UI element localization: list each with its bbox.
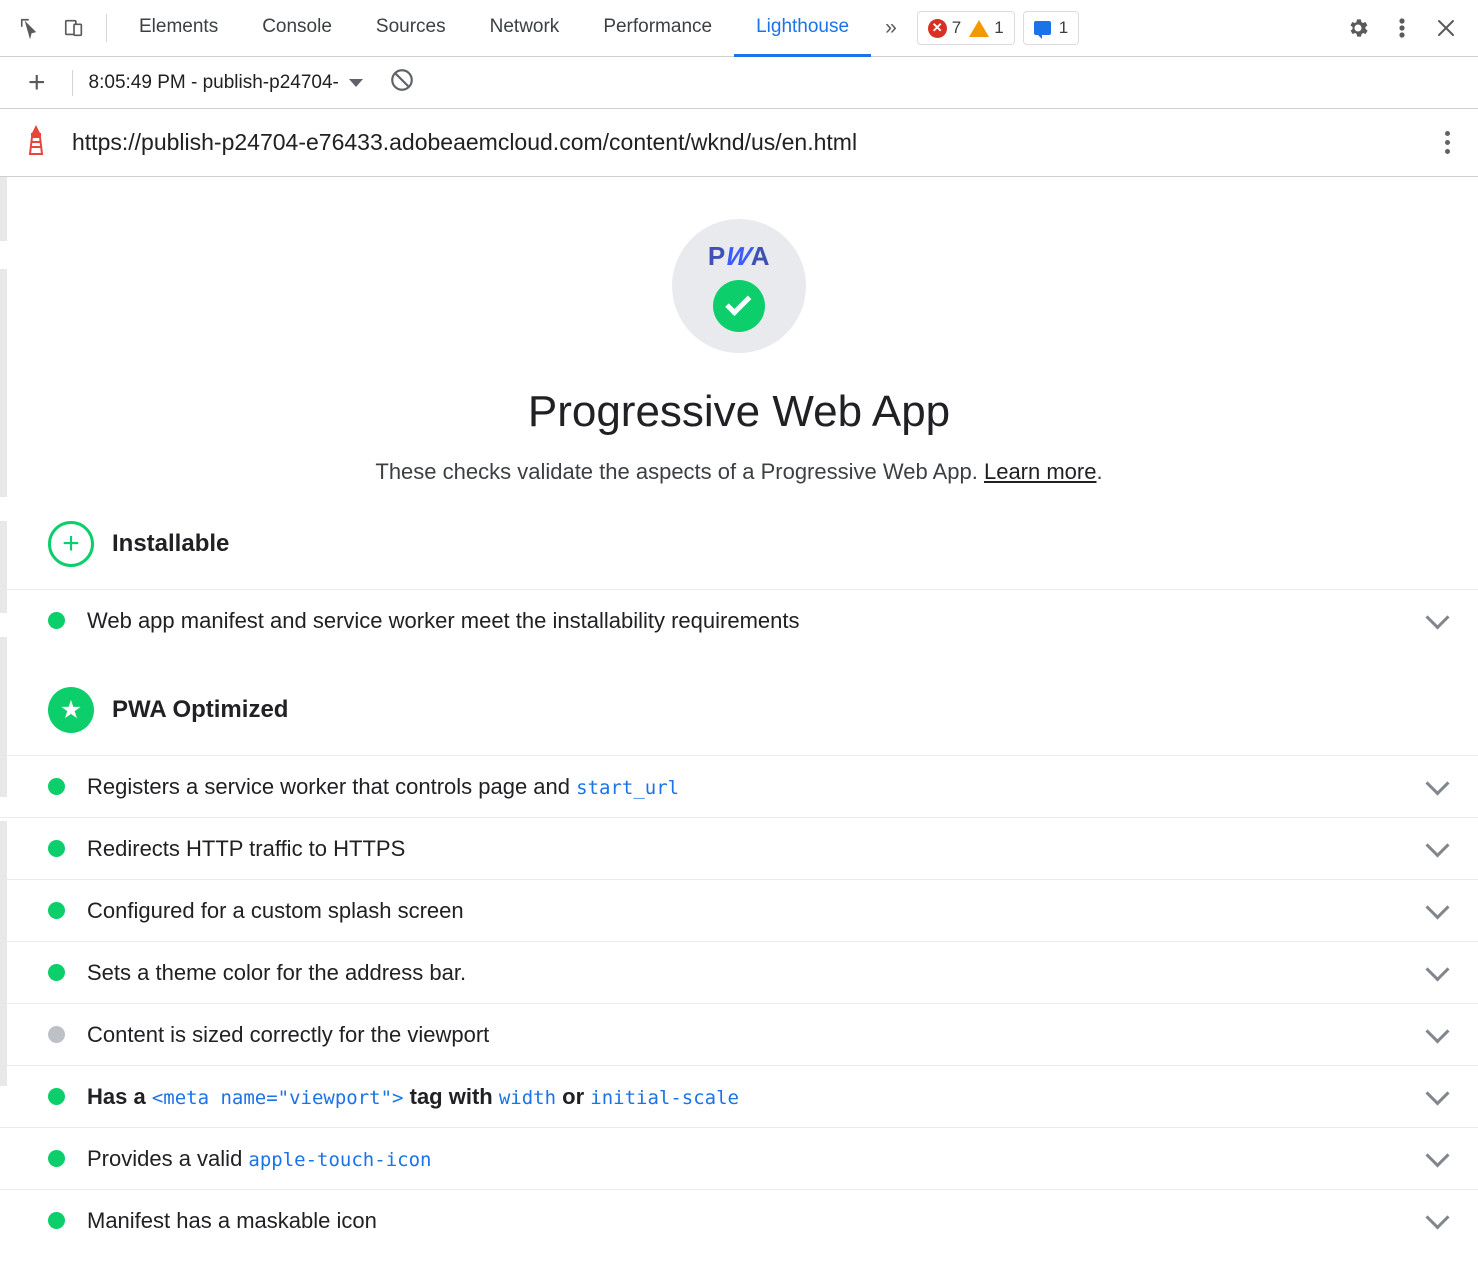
audit-code: apple-touch-icon — [248, 1148, 432, 1171]
tab-label: Network — [489, 15, 560, 37]
audit-list-pwa-optimized — [0, 755, 1478, 1251]
learn-more-link[interactable]: Learn more — [983, 459, 1097, 484]
report-select-value: 8:05:49 PM - publish-p24704- — [88, 71, 339, 93]
issue-counters[interactable] — [917, 11, 1015, 45]
status-dot-pass — [48, 902, 65, 919]
messages-counter[interactable] — [1023, 11, 1079, 45]
lighthouse-report — [0, 177, 1478, 1282]
warning-icon — [969, 20, 989, 37]
plus-circle-icon: + — [48, 521, 94, 567]
run-bar-divider — [72, 70, 73, 96]
toolbar-right-group — [1336, 6, 1478, 50]
tab-label: Sources — [375, 15, 446, 37]
audit-title: Configured for a custom splash screen — [87, 897, 464, 923]
report-select[interactable] — [89, 72, 363, 94]
page-subtitle — [0, 459, 1478, 485]
section-title: Installable — [112, 530, 230, 557]
device-toolbar-icon[interactable] — [52, 6, 96, 50]
inspect-icon[interactable] — [8, 6, 52, 50]
new-report-button[interactable] — [18, 65, 56, 99]
pwa-logo: P W A — [707, 241, 771, 271]
audit-row[interactable] — [0, 755, 1478, 817]
error-count: 7 — [951, 18, 962, 37]
more-tabs-label: » — [885, 16, 897, 39]
new-report-label: + — [28, 65, 46, 99]
chevron-down-icon[interactable] — [1425, 833, 1449, 857]
message-icon — [1034, 21, 1051, 35]
status-dot-pass — [48, 778, 65, 795]
chevron-down-icon[interactable] — [1425, 1019, 1449, 1043]
page-title: Progressive Web App — [527, 387, 951, 436]
audit-title: Content is sized correctly for the viewport — [87, 1021, 490, 1047]
chevron-down-icon[interactable] — [1425, 957, 1449, 981]
audit-title-text: tag with — [403, 1083, 499, 1109]
audit-code: start_url — [576, 776, 680, 799]
devtools-toolbar — [0, 0, 1478, 57]
audit-title: Web app manifest and service worker meet the installability requirements — [87, 607, 800, 633]
report-url-bar — [0, 109, 1478, 177]
audit-title: Redirects HTTP traffic to HTTPS — [87, 835, 406, 861]
audit-row[interactable] — [0, 879, 1478, 941]
audit-title-text: Has a — [87, 1083, 152, 1109]
audit-row[interactable] — [0, 1065, 1478, 1127]
chevron-down-icon — [349, 79, 363, 87]
audit-row[interactable] — [0, 941, 1478, 1003]
tab-console[interactable] — [240, 0, 354, 57]
subtitle-suffix: . — [1096, 459, 1103, 484]
audit-code: initial-scale — [590, 1086, 739, 1109]
audit-title: Sets a theme color for the address bar. — [87, 959, 467, 985]
rail-segment — [0, 521, 7, 613]
audit-row[interactable] — [0, 817, 1478, 879]
lighthouse-run-bar — [0, 57, 1478, 109]
clear-reports-button[interactable] — [389, 67, 415, 98]
tab-label: Console — [262, 15, 332, 37]
tab-label: Performance — [603, 15, 713, 37]
audit-code: width — [498, 1086, 557, 1109]
status-dot-pass — [48, 840, 65, 857]
report-menu-icon[interactable] — [1439, 125, 1456, 160]
chevron-down-icon[interactable] — [1425, 771, 1449, 795]
audit-row[interactable] — [0, 589, 1478, 651]
audit-title — [87, 1146, 1429, 1172]
chevron-down-icon[interactable] — [1425, 1081, 1449, 1105]
left-scroll-rail — [0, 177, 8, 1282]
chevron-down-icon[interactable] — [1425, 605, 1449, 629]
audit-title-text: Provides a valid — [87, 1145, 249, 1171]
section-installable — [0, 521, 1478, 567]
audit-code: <meta name="viewport"> — [151, 1086, 404, 1109]
audit-title-text: Registers a service worker that controls page and — [87, 773, 577, 799]
warning-count: 1 — [994, 18, 1004, 37]
report-url: https://publish-p24704-e76433.adobeaemcloud.com/content/wknd/us/en.html — [72, 129, 858, 155]
rail-segment — [0, 177, 7, 241]
gear-icon[interactable] — [1336, 6, 1380, 50]
rail-segment — [0, 269, 7, 497]
kebab-menu-icon[interactable] — [1380, 6, 1424, 50]
error-counter[interactable] — [928, 18, 961, 38]
tab-network[interactable] — [468, 0, 582, 57]
audit-title: Manifest has a maskable icon — [87, 1207, 377, 1233]
devtools-tabs — [117, 0, 871, 57]
status-dot-pass — [48, 1150, 65, 1167]
audit-title — [87, 774, 1429, 800]
close-icon[interactable] — [1424, 6, 1468, 50]
status-dot-pass — [48, 1212, 65, 1229]
check-circle-icon — [713, 280, 765, 332]
section-title: PWA Optimized — [112, 696, 289, 723]
audit-row[interactable] — [0, 1127, 1478, 1189]
audit-title-text: or — [556, 1083, 591, 1109]
tab-sources[interactable] — [354, 0, 468, 57]
chevron-down-icon[interactable] — [1425, 895, 1449, 919]
message-count: 1 — [1058, 18, 1069, 37]
tab-label: Elements — [139, 15, 219, 37]
tab-label: Lighthouse — [756, 15, 850, 37]
tab-elements[interactable] — [117, 0, 240, 57]
audit-title — [87, 1084, 1429, 1110]
star-circle-icon: ★ — [48, 687, 94, 733]
tab-lighthouse[interactable] — [734, 0, 871, 57]
rail-segment — [0, 637, 7, 797]
section-pwa-optimized — [0, 687, 1478, 733]
status-dot-pass — [48, 1088, 65, 1105]
tab-performance[interactable] — [581, 0, 734, 57]
subtitle-text: These checks validate the aspects of a Progressive Web App. — [375, 459, 984, 484]
audit-row[interactable] — [0, 1189, 1478, 1251]
audit-row[interactable] — [0, 1003, 1478, 1065]
pwa-badge — [672, 219, 806, 353]
lighthouse-icon — [22, 123, 50, 162]
toolbar-divider — [106, 14, 107, 42]
status-dot-pass — [48, 612, 65, 629]
status-dot-na — [48, 1026, 65, 1043]
chevron-down-icon[interactable] — [1425, 1143, 1449, 1167]
warning-counter[interactable] — [969, 18, 1003, 38]
status-dot-pass — [48, 964, 65, 981]
rail-segment — [0, 821, 7, 1086]
chevron-down-icon[interactable] — [1425, 1205, 1449, 1229]
report-hero — [0, 177, 1478, 485]
audit-list-installable — [0, 589, 1478, 651]
error-icon: ✕ — [928, 19, 947, 38]
more-tabs-icon[interactable] — [871, 16, 911, 40]
